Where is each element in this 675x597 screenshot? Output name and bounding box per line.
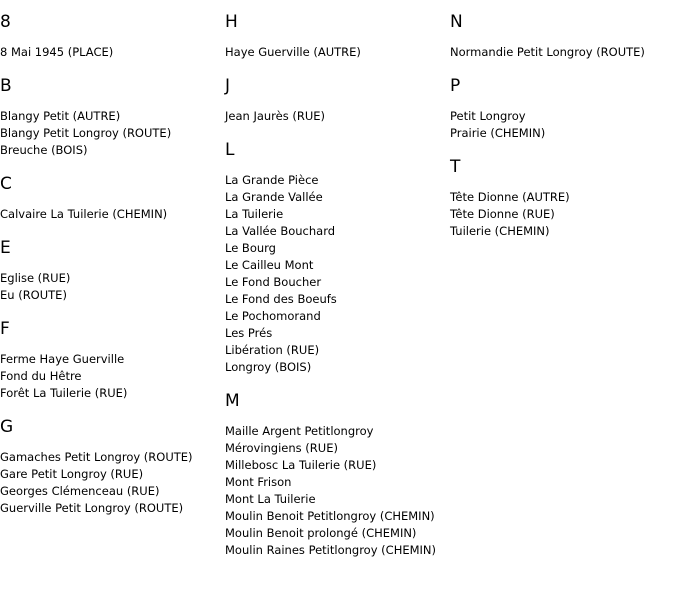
street-list-item[interactable]: Prairie (CHEMIN)	[450, 126, 546, 140]
street-list-item[interactable]: Mont Frison	[225, 475, 292, 489]
street-list-item[interactable]: Mérovingiens (RUE)	[225, 441, 338, 455]
street-index-column-3	[450, 0, 672, 257]
street-list-item[interactable]: Eglise (RUE)	[0, 271, 71, 285]
street-list-item[interactable]: 8 Mai 1945 (PLACE)	[0, 45, 114, 59]
street-list-item[interactable]: Tête Dionne (RUE)	[450, 207, 555, 221]
street-list-item[interactable]: Ferme Haye Guerville	[0, 352, 125, 366]
street-list-item[interactable]: Le Fond Boucher	[225, 275, 322, 289]
street-list-item[interactable]: Le Fond des Boeufs	[225, 292, 337, 306]
street-list-item[interactable]: Gamaches Petit Longroy (ROUTE)	[0, 450, 193, 464]
street-list	[225, 108, 447, 125]
street-list-item[interactable]: Le Cailleu Mont	[225, 258, 314, 272]
section-letter-heading: N	[450, 12, 463, 32]
section-letter-heading: L	[225, 140, 235, 160]
street-list-item[interactable]: Mont La Tuilerie	[225, 492, 316, 506]
street-list-item[interactable]: La Vallée Bouchard	[225, 224, 336, 238]
street-list-item[interactable]: Petit Longroy	[450, 109, 526, 123]
section-letter-heading: E	[0, 238, 11, 258]
section-letter-heading: 8	[0, 12, 11, 32]
street-list-item[interactable]: Normandie Petit Longroy (ROUTE)	[450, 45, 645, 59]
street-list-item[interactable]: La Tuilerie	[225, 207, 284, 221]
street-list-item[interactable]: Fond du Hêtre	[0, 369, 82, 383]
letter-group	[0, 321, 222, 402]
section-letter-heading: P	[450, 76, 461, 96]
street-list-item[interactable]: Haye Guerville (AUTRE)	[225, 45, 361, 59]
letter-group	[450, 159, 672, 240]
section-letter-heading: T	[450, 157, 461, 177]
letter-group	[225, 14, 447, 61]
street-list-item[interactable]: Longroy (BOIS)	[225, 360, 312, 374]
street-list	[225, 172, 447, 376]
street-list-item[interactable]: Jean Jaurès (RUE)	[225, 109, 326, 123]
section-letter-heading: H	[225, 12, 238, 32]
section-letter-heading: B	[0, 76, 12, 96]
street-list-item[interactable]: Blangy Petit Longroy (ROUTE)	[0, 126, 172, 140]
letter-group	[0, 419, 222, 517]
street-list-item[interactable]: Guerville Petit Longroy (ROUTE)	[0, 501, 184, 515]
street-list-item[interactable]: Tête Dionne (AUTRE)	[450, 190, 570, 204]
section-letter-heading: F	[0, 319, 10, 339]
street-list-item[interactable]: Moulin Benoit Petitlongroy (CHEMIN)	[225, 509, 435, 523]
section-letter-heading: M	[225, 391, 240, 411]
section-letter-heading: G	[0, 417, 14, 437]
street-list	[225, 44, 447, 61]
street-list-item[interactable]: Gare Petit Longroy (RUE)	[0, 467, 144, 481]
street-list-item[interactable]: Les Prés	[225, 326, 273, 340]
section-letter-heading: C	[0, 174, 12, 194]
street-list-item[interactable]: Eu (ROUTE)	[0, 288, 67, 302]
street-list-item[interactable]: Le Bourg	[225, 241, 276, 255]
street-list-item[interactable]: Forêt La Tuilerie (RUE)	[0, 386, 128, 400]
letter-group	[0, 14, 222, 61]
street-list	[225, 423, 447, 559]
street-list	[450, 44, 672, 61]
letter-group	[225, 393, 447, 559]
street-list	[450, 189, 672, 240]
street-list-item[interactable]: Le Pochomorand	[225, 309, 321, 323]
letter-group	[450, 78, 672, 142]
street-list	[0, 44, 222, 61]
street-list-item[interactable]: Maille Argent Petitlongroy	[225, 424, 374, 438]
letter-group	[0, 176, 222, 223]
street-list-item[interactable]: Breuche (BOIS)	[0, 143, 88, 157]
street-list	[0, 108, 222, 159]
section-letter-heading: J	[225, 76, 231, 96]
street-list	[0, 206, 222, 223]
street-list-item[interactable]: Calvaire La Tuilerie (CHEMIN)	[0, 207, 168, 221]
letter-group	[225, 78, 447, 125]
street-list	[0, 351, 222, 402]
street-list-item[interactable]: Libération (RUE)	[225, 343, 320, 357]
street-list-item[interactable]: Blangy Petit (AUTRE)	[0, 109, 121, 123]
street-list-item[interactable]: Georges Clémenceau (RUE)	[0, 484, 160, 498]
street-list	[0, 270, 222, 304]
letter-group	[0, 240, 222, 304]
letter-group	[225, 142, 447, 376]
street-index-column-2	[225, 0, 447, 576]
street-index-column-1	[0, 0, 222, 534]
street-list-item[interactable]: Tuilerie (CHEMIN)	[450, 224, 550, 238]
street-list-item[interactable]: Moulin Benoit prolongé (CHEMIN)	[225, 526, 417, 540]
letter-group	[0, 78, 222, 159]
street-list-item[interactable]: La Grande Vallée	[225, 190, 323, 204]
letter-group	[450, 14, 672, 61]
street-list-item[interactable]: Millebosc La Tuilerie (RUE)	[225, 458, 377, 472]
street-list	[450, 108, 672, 142]
street-list-item[interactable]: Moulin Raines Petitlongroy (CHEMIN)	[225, 543, 437, 557]
street-list-item[interactable]: La Grande Pièce	[225, 173, 319, 187]
street-list	[0, 449, 222, 517]
